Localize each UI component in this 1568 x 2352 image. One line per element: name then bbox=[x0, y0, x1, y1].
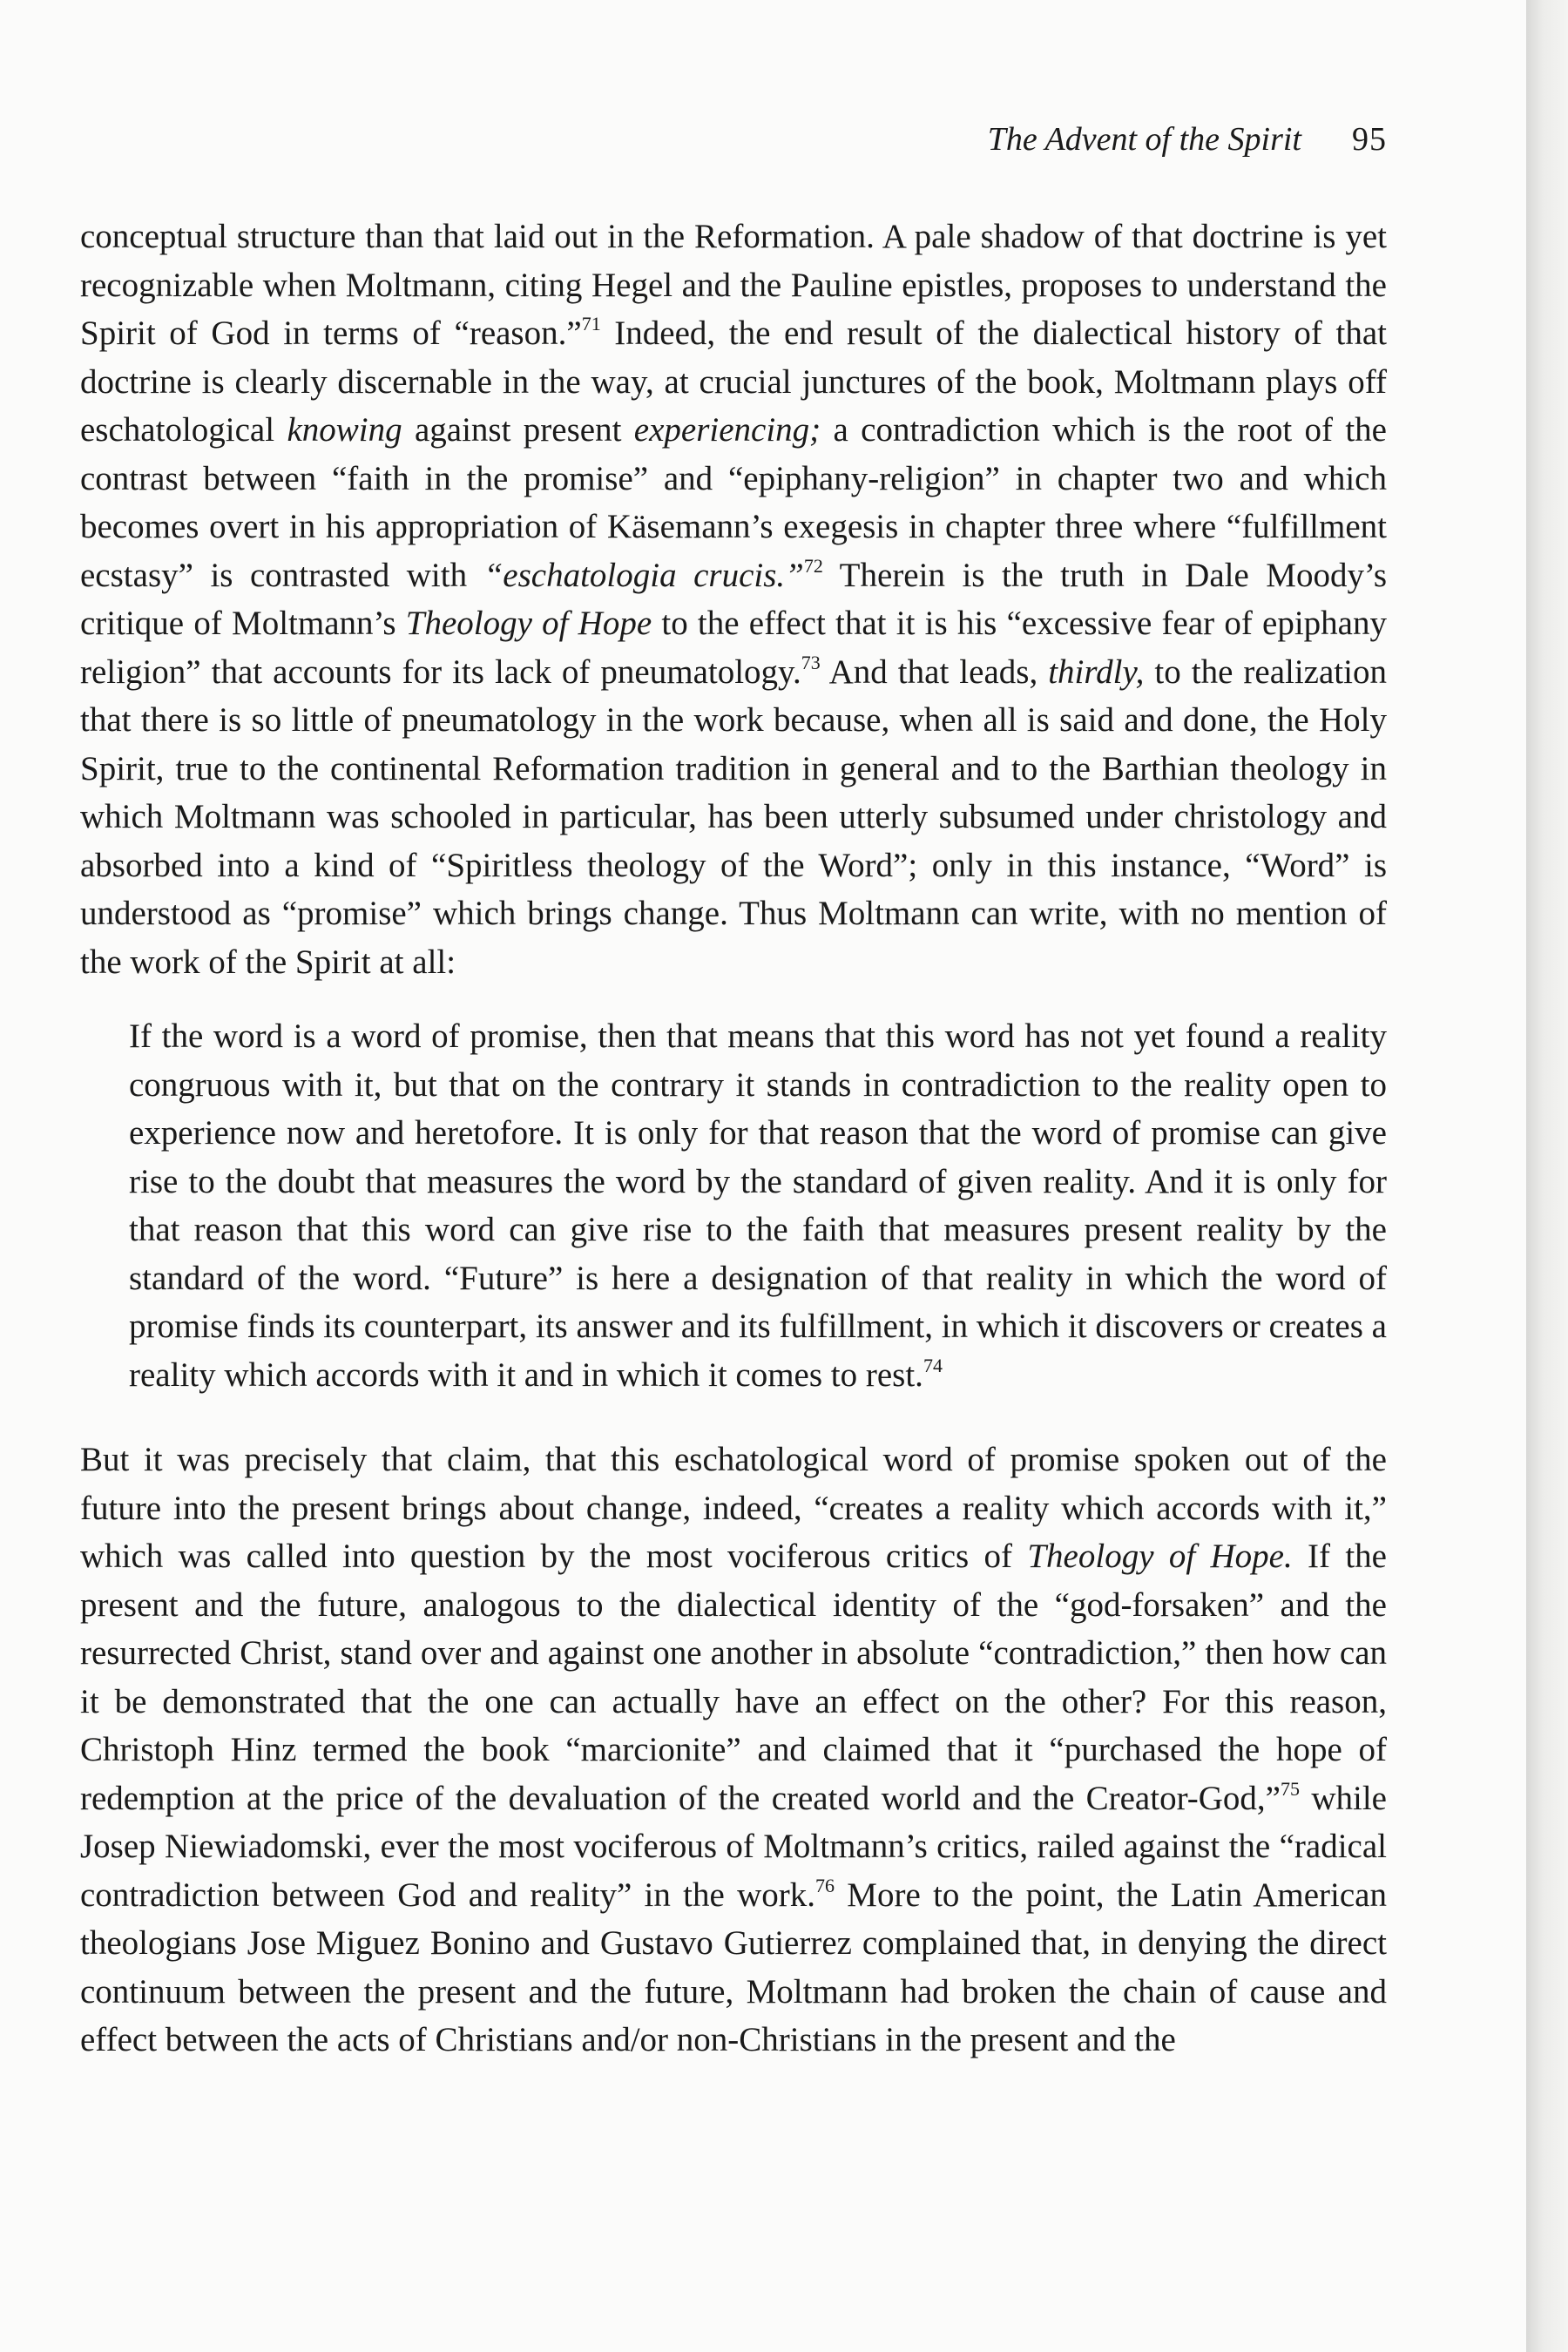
text-run: conceptual structure than that laid out in the Reformation. A pale shadow of that doctrine is yet recognizable when Moltmann, citing Hegel and the Pauline epistles, proposes to understand the Spirit of God in terms of “reason.” bbox=[80, 218, 1387, 352]
block-quote bbox=[129, 1012, 1387, 1399]
text-run: But it was precisely that claim, that this eschatological word of promise spoken out of the future into the present brings about change, indeed, “creates a reality which accords with it,” which was called into question by the most vociferous critics of bbox=[80, 1441, 1387, 1575]
footnote-ref-76: 76 bbox=[815, 1874, 835, 1896]
text-run: to the realization that there is so little of pneumatology in the work because, when all is said and done, the Holy Spirit, true to the continental Reformation tradition in general and to the Barthian theology in which Moltmann was schooled in particular, has been utterly subsumed under christology and absorbed into a kind of “Spiritless theology of the Word”; only in this instance, “Word” is understood as “promise” which brings change. Thus Moltmann can write, with no mention of the work of the Spirit at all: bbox=[80, 652, 1387, 981]
italic-eschatologia-crucis: “eschatologia crucis.” bbox=[483, 556, 804, 594]
text-run: Indeed, the end result of the dialectical history of that doctrine is clearly discernable in the way, at crucial junctures of the book, Moltmann plays off eschatological bbox=[80, 314, 1388, 449]
body-text bbox=[80, 213, 1387, 2065]
paragraph-2 bbox=[80, 1436, 1387, 2065]
footnote-ref-74: 74 bbox=[923, 1354, 943, 1376]
italic-thirdly: thirdly, bbox=[1048, 652, 1145, 691]
footnote-ref-73: 73 bbox=[801, 651, 821, 673]
footnote-ref-72: 72 bbox=[803, 554, 823, 577]
italic-experiencing: experiencing; bbox=[633, 411, 821, 449]
running-head-title: The Advent of the Spirit bbox=[987, 121, 1301, 158]
paragraph-1 bbox=[80, 213, 1387, 986]
italic-theology-of-hope: Theology of Hope. bbox=[1027, 1538, 1293, 1575]
footnote-ref-71: 71 bbox=[581, 313, 601, 335]
page-number: 95 bbox=[1352, 121, 1387, 158]
page-edge-shadow bbox=[1526, 0, 1568, 2352]
text-run: a contradiction which is the root of the contrast between “faith in the promise” and “epiphany-religion” in chapter two and which becomes overt in his appropriation of Käsemann’s exegesis in chapter three where “fulfillment ecstasy” is contrasted with bbox=[80, 411, 1387, 594]
footnote-ref-75: 75 bbox=[1281, 1777, 1300, 1800]
text-run: to the effect that it is his “excessive fear of epiphany religion” that accounts for its lack of pneumatology. bbox=[80, 605, 1387, 691]
italic-theology-of-hope: Theology of Hope bbox=[405, 605, 652, 642]
italic-knowing: knowing bbox=[287, 411, 402, 449]
text-run: against present bbox=[402, 411, 634, 449]
text-run: while Josep Niewiadomski, ever the most vociferous of Moltmann’s critics, railed against the “radical contradiction between God and reality” in the work. bbox=[80, 1779, 1387, 1914]
text-run: If the present and the future, analogous to the dialectical identity of the “god-forsaken” and the resurrected Christ, stand over and against one another in absolute “contradiction,” then how can it be demonstrated that the one can actually have an effect on the other? For this reason, Christoph Hinz termed the book “marcionite” and claimed that it “purchased the hope of redemption at the price of the devaluation of the created world and the Creator-God,” bbox=[80, 1538, 1387, 1817]
text-run: And that leads, bbox=[820, 652, 1049, 691]
running-head bbox=[0, 118, 1387, 160]
text-run: Therein is the truth in Dale Moody’s critique of Moltmann’s bbox=[80, 556, 1387, 642]
text-run: More to the point, the Latin American theologians Jose Miguez Bonino and Gustavo Gutierrez complained that, in denying the direct continuum between the present and the future, Moltmann had broken the chain of cause and effect between the acts of Christians and/or non-Christians in the present and the bbox=[80, 1876, 1387, 2058]
quote-text: If the word is a word of promise, then that means that this word has not yet found a reality congruous with it, but that on the contrary it stands in contradiction to the reality open to experience now and heretofore. It is only for that reason that the word of promise can give rise to the doubt that measures the word by the standard of given reality. And it is only for that reason that this word can give rise to the faith that measures present reality by the standard of the word. “Future” is here a designation of that reality in which the word of promise finds its counterpart, its answer and its fulfillment, in which it discovers or creates a reality which accords with it and in which it comes to rest. bbox=[129, 1017, 1387, 1394]
